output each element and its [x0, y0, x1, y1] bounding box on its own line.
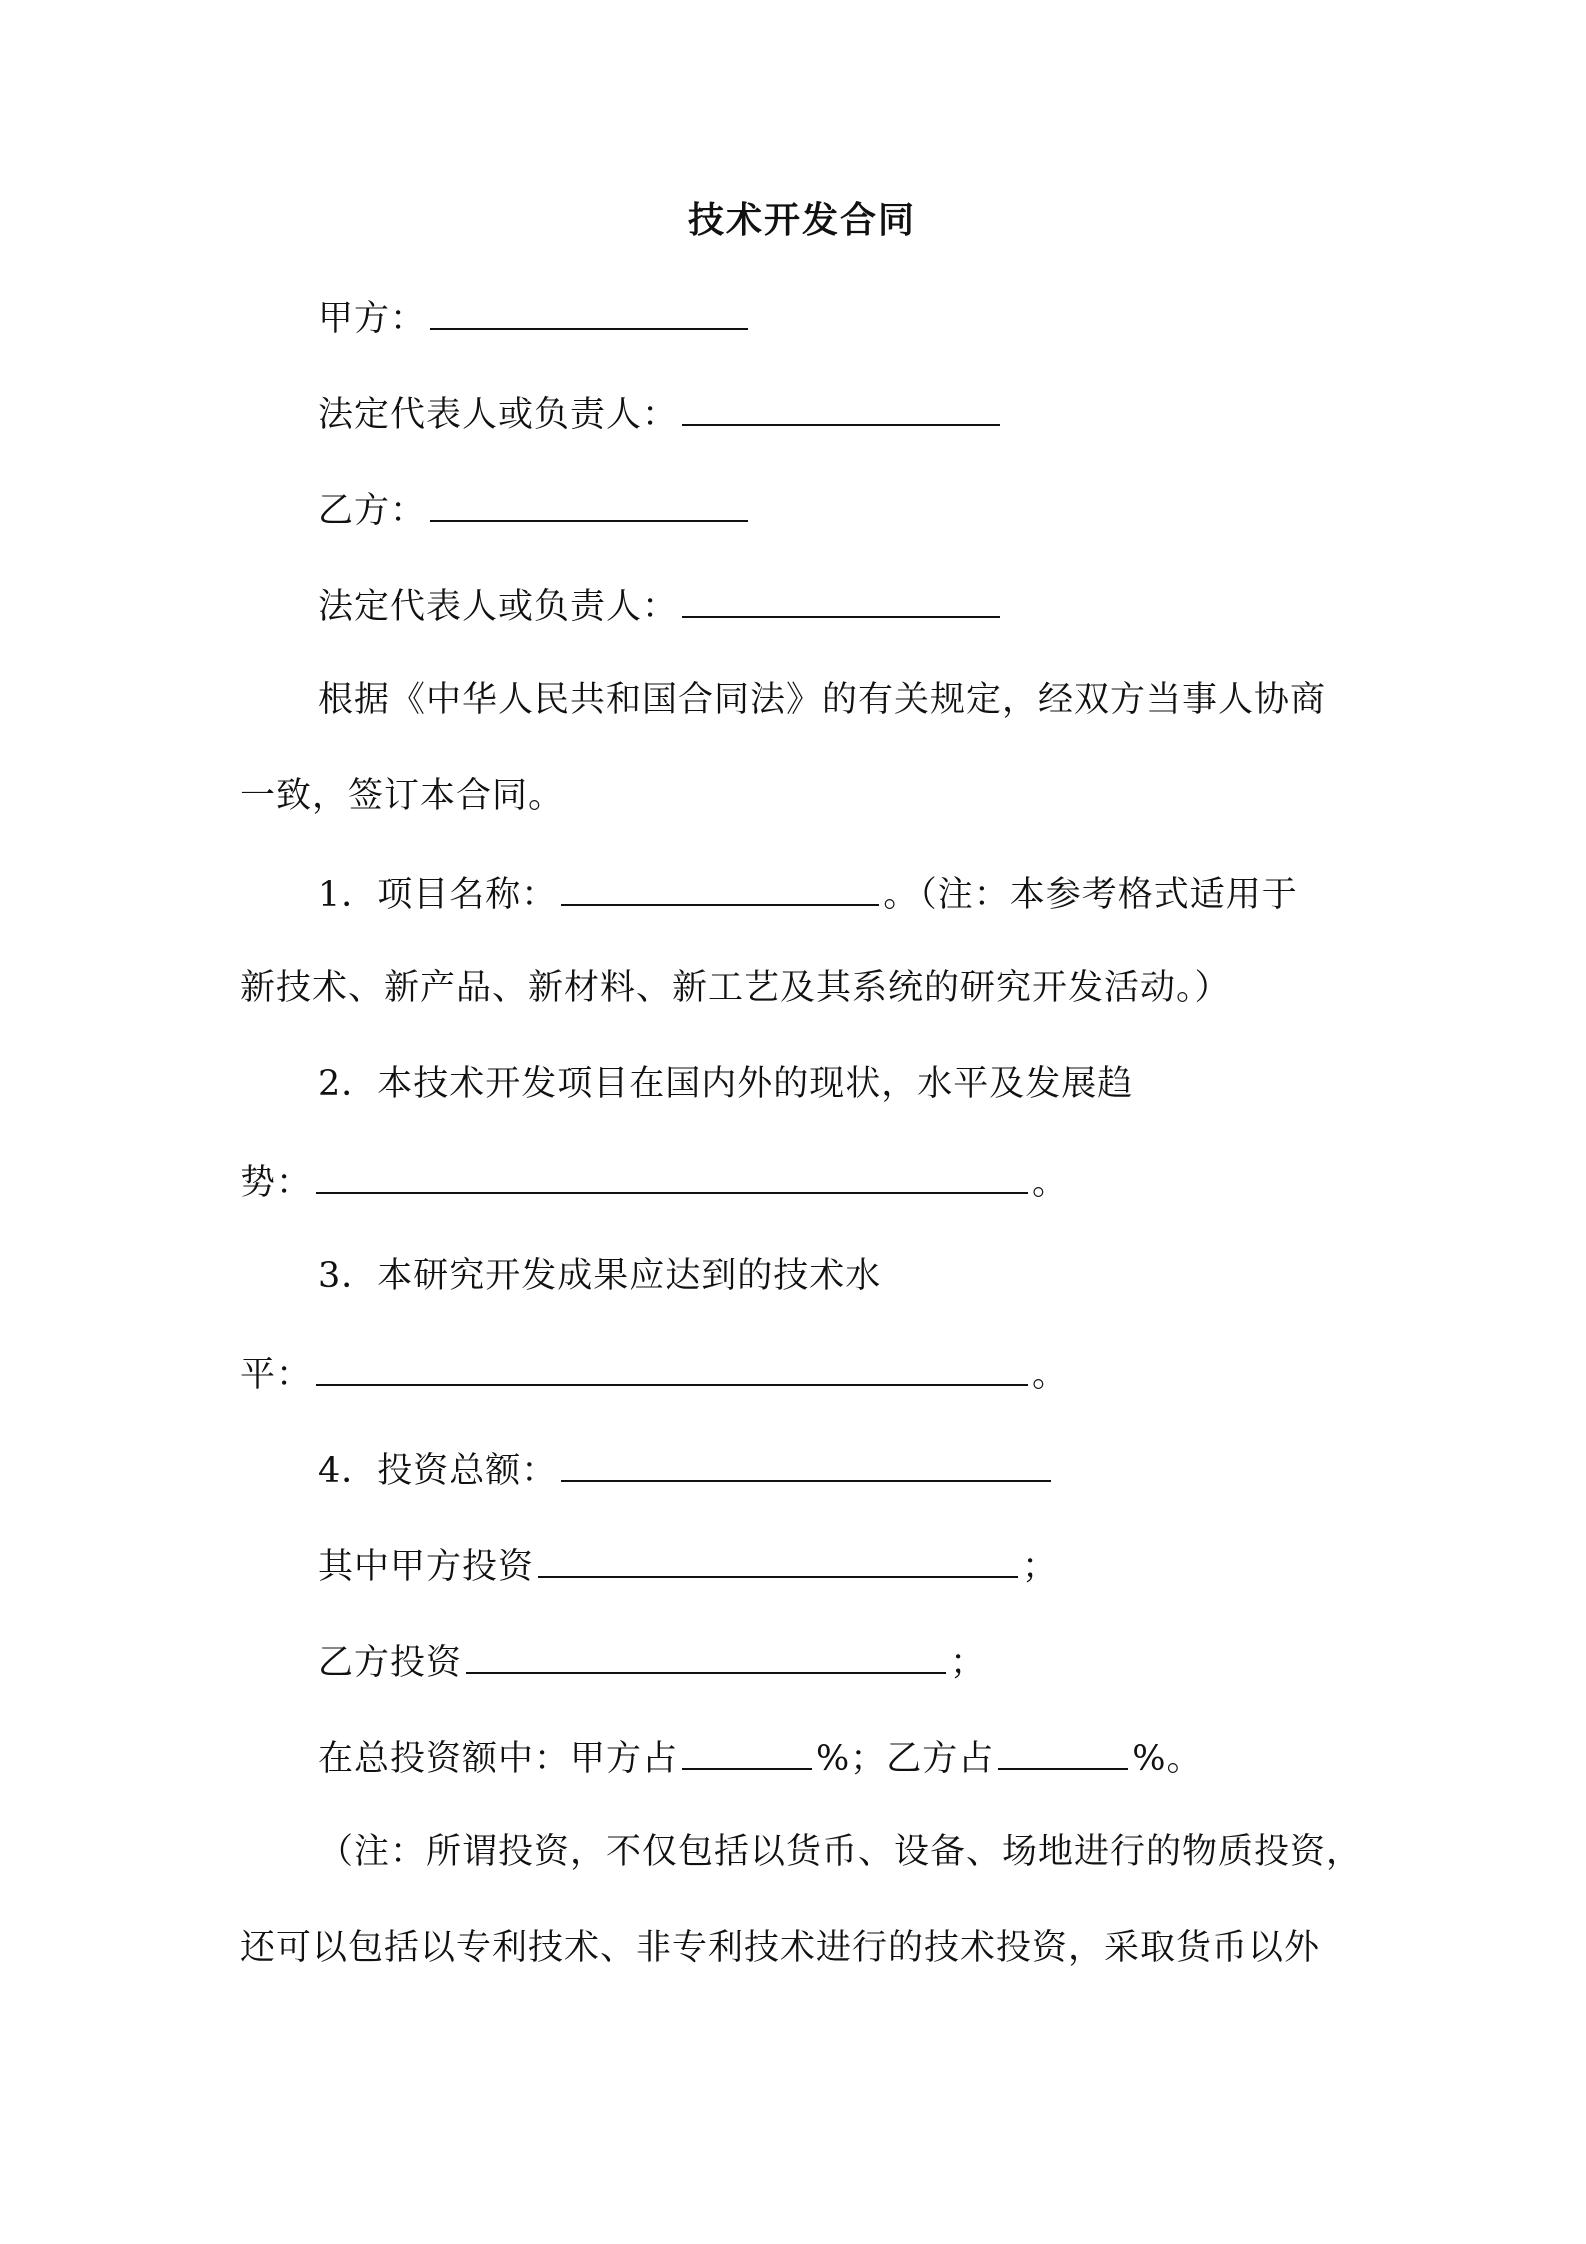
invest-b-line [318, 1636, 986, 1687]
rep-a-blank [682, 388, 1000, 426]
item-2-prefix: 势： [240, 1163, 313, 1203]
note-line-2: 还可以包括以专利技术、非专利技术进行的技术投资，采取货币以外 [240, 1928, 1321, 1968]
ratio-line [318, 1732, 1203, 1783]
item-2-suffix: 。 [1032, 1163, 1069, 1203]
ratio-b-blank [998, 1732, 1128, 1770]
rep-b-label: 法定代表人或负责人： [318, 587, 679, 627]
item-4-line [318, 1444, 1055, 1495]
rep-a-line [318, 388, 1004, 439]
item-1-blank [561, 868, 879, 906]
page-title: 技术开发合同 [688, 199, 917, 241]
note-line-1: （注：所谓投资，不仅包括以货币、设备、场地进行的物质投资， [318, 1832, 1363, 1872]
item-3-line-1: 3．本研究开发成果应达到的技术水 [318, 1256, 882, 1296]
item-1-line-2: 新技术、新产品、新材料、新工艺及其系统的研究开发活动。） [240, 968, 1231, 1008]
ratio-suffix: %。 [1132, 1739, 1203, 1779]
invest-b-prefix: 乙方投资 [318, 1643, 463, 1683]
invest-a-blank [538, 1540, 1018, 1578]
invest-b-suffix: ； [950, 1643, 987, 1683]
invest-a-prefix: 其中甲方投资 [318, 1547, 535, 1587]
item-3-line-2 [240, 1348, 1068, 1399]
invest-b-blank [466, 1636, 946, 1674]
party-b-label: 乙方： [318, 491, 427, 531]
item-3-suffix: 。 [1032, 1355, 1069, 1395]
party-a-blank [430, 292, 748, 330]
preamble-line-2: 一致，签订本合同。 [240, 776, 565, 816]
party-a-label: 甲方： [318, 299, 427, 339]
party-b-blank [430, 484, 748, 522]
item-1-prefix: 1．项目名称： [318, 875, 558, 915]
party-b-line [318, 484, 752, 535]
item-1-line [318, 868, 1298, 919]
preamble-line-1: 根据《中华人民共和国合同法》的有关规定，经双方当事人协商 [318, 680, 1327, 720]
ratio-a-blank [682, 1732, 812, 1770]
rep-b-blank [682, 580, 1000, 618]
item-3-prefix: 平： [240, 1355, 313, 1395]
invest-a-suffix: ； [1022, 1547, 1059, 1587]
party-a-line [318, 292, 752, 343]
rep-a-label: 法定代表人或负责人： [318, 395, 679, 435]
item-2-line-1: 2．本技术开发项目在国内外的现状，水平及发展趋 [318, 1064, 1134, 1104]
rep-b-line [318, 580, 1004, 631]
item-2-line-2 [240, 1156, 1068, 1207]
ratio-prefix: 在总投资额中：甲方占 [318, 1739, 679, 1779]
item-1-suffix: 。（注：本参考格式适用于 [883, 875, 1298, 915]
invest-a-line [318, 1540, 1058, 1591]
item-2-blank [316, 1156, 1028, 1194]
ratio-mid: %；乙方占 [816, 1739, 995, 1779]
item-4-blank [561, 1444, 1051, 1482]
item-4-prefix: 4．投资总额： [318, 1451, 558, 1491]
item-3-blank [316, 1348, 1028, 1386]
